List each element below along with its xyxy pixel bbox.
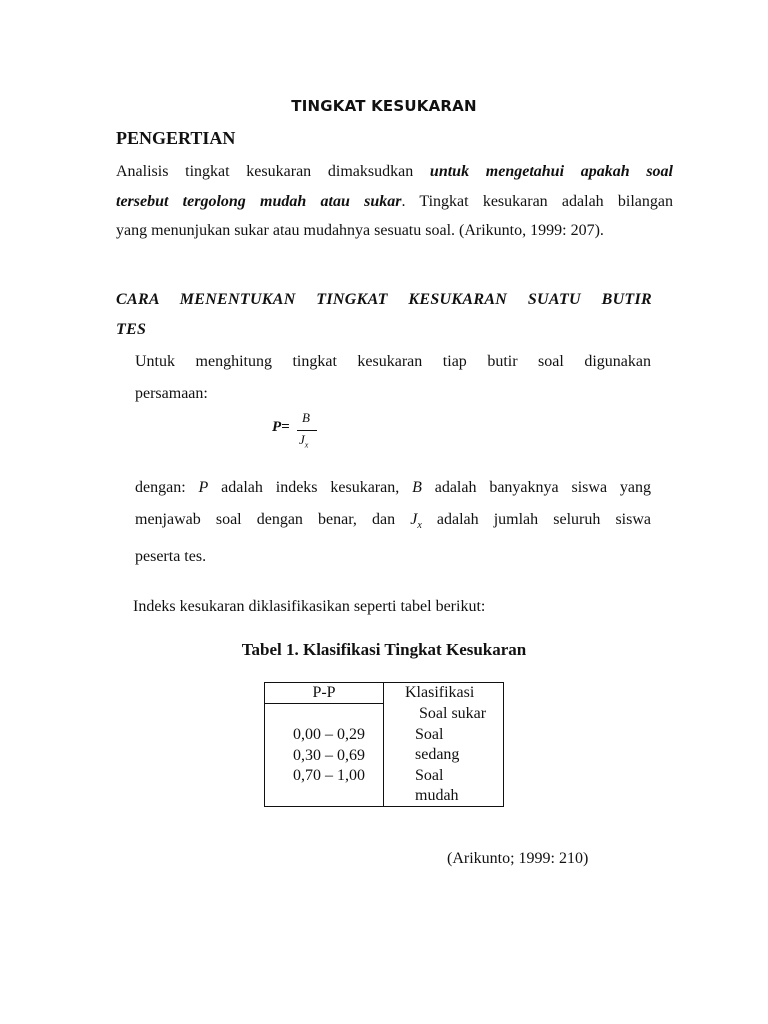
emphasis-text: tersebut tergolong mudah atau sukar — [116, 192, 402, 210]
paragraph-explanation — [135, 472, 651, 573]
document-title: TINGKAT KESUKARAN — [291, 97, 477, 115]
table-citation: (Arikunto; 1999: 210) — [447, 850, 589, 867]
table-cell-range: 0,30 – 0,69 — [293, 746, 365, 764]
denominator-subscript: x — [304, 440, 309, 450]
paragraph-line: Untuk menghitung tingkat kesukaran tiap butir soal digunakan — [135, 353, 651, 370]
paragraph-line: peserta tes. — [135, 548, 207, 566]
variable-p: P — [198, 479, 209, 496]
table-divider-horizontal — [265, 703, 383, 704]
variable-j: J — [410, 510, 418, 528]
table-cell-range: 0,00 – 0,29 — [293, 726, 365, 743]
paragraph-pengertian — [116, 157, 673, 246]
heading-line: TES — [116, 320, 147, 338]
table-cell-class: Soal — [415, 766, 444, 784]
table-header-pp: P-P — [312, 684, 336, 701]
table-cell-class: Soal — [415, 725, 444, 743]
paragraph-line — [135, 504, 651, 542]
formula-denominator — [299, 432, 308, 450]
text-run: Analisis tingkat kesukaran dimaksudkan — [116, 163, 430, 180]
variable-subscript: x — [417, 519, 422, 531]
formula-lhs: P= — [272, 419, 290, 435]
paragraph-line: yang menunjukan sukar atau mudahnya sesuatu soal. (Arikunto, 1999: 207). — [116, 222, 604, 239]
table-column-classes — [415, 704, 486, 807]
section-heading-pengertian: PENGERTIAN — [116, 128, 236, 148]
paragraph-line — [135, 472, 651, 504]
paragraph-line — [116, 187, 673, 217]
paragraph-line — [116, 157, 673, 187]
variable-b: B — [412, 479, 422, 496]
table-caption: Tabel 1. Klasifikasi Tingkat Kesukaran — [241, 640, 527, 659]
classification-table — [264, 682, 504, 807]
text-run: adalah indeks kesukaran, — [208, 479, 413, 496]
table-cell-class: mudah — [415, 787, 459, 804]
paragraph-intro — [135, 346, 651, 410]
text-run: adalah jumlah seluruh siswa — [421, 510, 652, 528]
denominator-var: J — [299, 432, 305, 447]
paragraph-classify: Indeks kesukaran diklasifikasikan seperti tabel berikut: — [133, 598, 486, 615]
text-run: dengan: — [135, 479, 199, 496]
text-run: menjawab soal dengan benar, dan — [135, 510, 411, 528]
table-cell-class: Soal sukar — [419, 705, 487, 722]
emphasis-text: untuk mengetahui apakah soal — [429, 163, 674, 180]
table-cell-range: 0,70 – 1,00 — [293, 767, 365, 784]
paragraph-line: persamaan: — [135, 385, 208, 402]
formula-numerator: B — [302, 410, 310, 425]
table-divider-vertical — [383, 683, 384, 806]
table-column-ranges — [293, 725, 365, 787]
text-run: adalah banyaknya siswa yang — [421, 479, 651, 496]
fraction-bar — [297, 430, 317, 431]
variable-jx — [410, 510, 422, 531]
table-cell-class: sedang — [415, 746, 460, 763]
section-heading-cara — [116, 285, 652, 344]
heading-line: CARA MENENTUKAN TINGKAT KESUKARAN SUATU BUTIR — [116, 291, 652, 308]
table-header-klasifikasi: Klasifikasi — [405, 684, 475, 701]
text-run: . Tingkat kesukaran adalah bilangan — [401, 192, 673, 210]
